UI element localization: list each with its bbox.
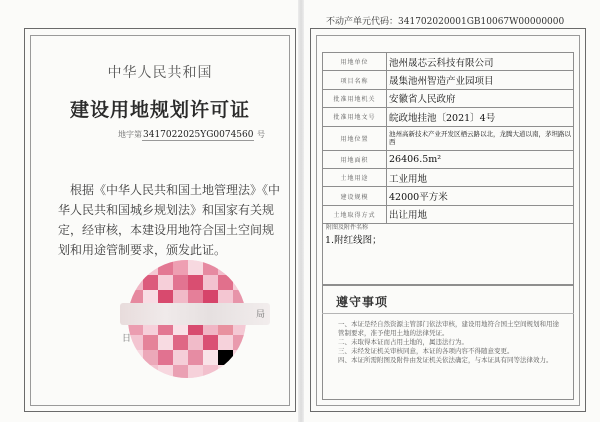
field-label: 批准用地文号 [323, 108, 387, 126]
notice-divider [322, 313, 574, 314]
field-label: 建设规模 [323, 187, 387, 205]
field-value: 42000平方米 [387, 187, 574, 205]
field-label: 项目名称 [323, 71, 387, 89]
table-row [323, 150, 574, 168]
attachment-value: 1.附红线图； [323, 224, 574, 286]
field-label: 用地面积 [323, 150, 387, 168]
field-value: 池州晟芯云科技有限公司 [387, 53, 574, 71]
certificate-number-value: 3417022025YG0074560 [143, 130, 254, 140]
land-info-table [322, 52, 574, 286]
property-unit-code-value: 341702020001GB10067W00000000 [398, 17, 565, 27]
notice-title: 遵守事项 [336, 295, 389, 309]
issuer-name-tail: 局 [256, 310, 266, 320]
legal-basis-text: 根据《中华人民共和国土地管理法》《中华人民共和国城乡规划法》和国家有关规定，经审核，本建设用地符合国土空间规划和用途管制要求，颁发此证。 [58, 183, 281, 257]
property-unit-code-label: 不动产单元代码： [326, 17, 399, 27]
table-row [323, 224, 574, 286]
field-label: 土地取得方式 [323, 205, 387, 223]
field-label: 用地单位 [323, 53, 387, 71]
table-row [323, 71, 574, 89]
page-fold [298, 0, 304, 422]
certificate-title: 建设用地规划许可证 [69, 99, 250, 121]
table-row [323, 89, 574, 107]
table-row [323, 108, 574, 126]
certificate-number [118, 129, 265, 140]
property-unit-code [326, 14, 564, 27]
issue-date-tail: 日 [122, 334, 132, 344]
field-value: 工业用地 [387, 168, 574, 186]
table-row [323, 187, 574, 205]
field-value: 皖政地挂池〔2021〕4号 [387, 108, 574, 126]
field-value: 池州高新技术产业开发区栖云路以北，龙腾大道以南，茅坦路以西 [387, 126, 574, 150]
field-value: 安徽省人民政府 [387, 89, 574, 107]
attachment-label: 附图及附件名称 [326, 224, 369, 231]
country-name: 中华人民共和国 [107, 65, 213, 81]
field-label: 批准用地机关 [323, 89, 387, 107]
field-label: 用地位置 [323, 126, 387, 150]
issuer-name-blur [120, 303, 270, 325]
table-row [323, 205, 574, 223]
table-row [323, 126, 574, 150]
list-item: 四、本证所需附图及附件由发证机关依法确定，与本证具有同等法律效力。 [338, 356, 553, 364]
field-value: 26406.5m² [387, 150, 574, 168]
certificate-number-label: 地字第 [118, 130, 142, 139]
list-item: 一、本证是经自然资源主管部门依法审核，建设用地符合国土空间规划和用途管制要求，准予使用土地的法律凭证。 [338, 320, 559, 337]
list-item: 二、未取得本证而占用土地的，属违法行为。 [338, 338, 468, 346]
field-value: 出让用地 [387, 205, 574, 223]
field-value: 晟集池州智造产业园项目 [387, 71, 574, 89]
field-label: 土地用途 [323, 168, 387, 186]
list-item: 三、未经发证机关审核同意，本证的各项内容不得随意变更。 [338, 347, 514, 355]
certificate-number-suffix: 号 [257, 130, 266, 139]
notice-list [338, 320, 564, 365]
table-row [323, 53, 574, 71]
table-row [323, 168, 574, 186]
